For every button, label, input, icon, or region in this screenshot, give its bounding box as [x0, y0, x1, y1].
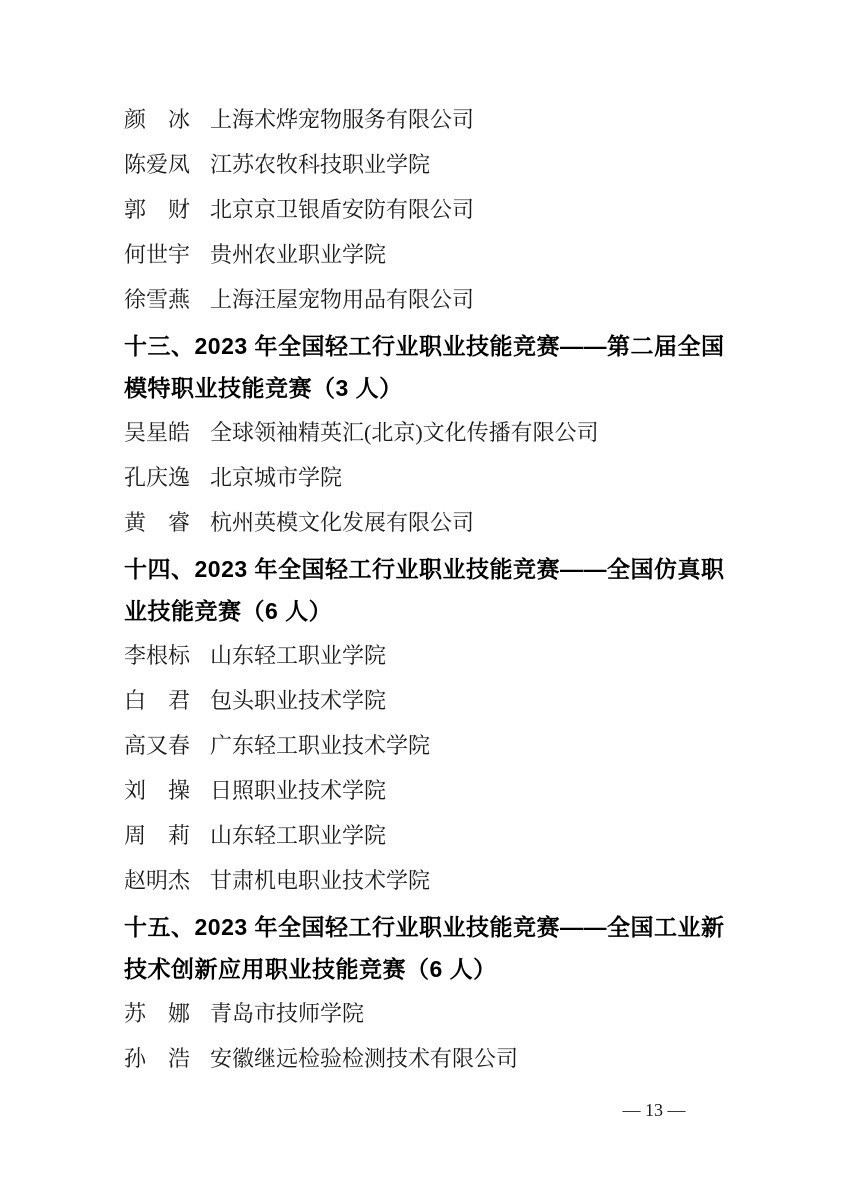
entry-organization: 贵州农业职业学院 — [210, 242, 387, 267]
entry-row — [124, 722, 737, 767]
entry-row — [124, 231, 737, 276]
entry-name: 高又春 — [124, 733, 191, 758]
entry-row — [124, 96, 737, 141]
entry-row — [124, 857, 737, 902]
entry-organization: 日照职业技术学院 — [210, 778, 387, 803]
entry-name: 孙 浩 — [124, 1046, 191, 1071]
entry-name: 苏 娜 — [124, 1001, 191, 1026]
entry-name: 颜 冰 — [124, 107, 191, 132]
entry-organization: 甘肃机电职业技术学院 — [210, 868, 431, 893]
entry-organization: 包头职业技术学院 — [210, 688, 387, 713]
entry-organization: 上海术烨宠物服务有限公司 — [210, 107, 475, 132]
entry-name: 吴星皓 — [124, 420, 191, 445]
entry-name: 何世宇 — [124, 242, 191, 267]
entry-row — [124, 812, 737, 857]
entry-name: 孔庆逸 — [124, 465, 191, 490]
entry-organization: 全球领袖精英汇(北京)文化传播有限公司 — [210, 420, 599, 445]
entry-row — [124, 677, 737, 722]
entry-organization: 江苏农牧科技职业学院 — [210, 152, 431, 177]
entry-row — [124, 141, 737, 186]
entry-organization: 北京城市学院 — [210, 465, 343, 490]
entry-name: 周 莉 — [124, 823, 191, 848]
entry-section — [124, 325, 737, 544]
section-heading: 十三、2023 年全国轻工行业职业技能竞赛——第二届全国模特职业技能竞赛（3 人） — [124, 333, 725, 401]
entry-name: 黄 睿 — [124, 510, 191, 535]
entry-organization: 杭州英模文化发展有限公司 — [210, 510, 475, 535]
entry-name: 白 君 — [124, 688, 191, 713]
entry-organization: 安徽继远检验检测技术有限公司 — [210, 1046, 519, 1071]
page-number: — 13 — — [622, 1100, 686, 1120]
entry-row — [124, 767, 737, 812]
entry-organization: 上海汪屋宠物用品有限公司 — [210, 287, 475, 312]
entry-row — [124, 186, 737, 231]
entry-section — [124, 548, 737, 902]
entry-name: 陈爱凤 — [124, 152, 191, 177]
entry-section — [124, 906, 737, 1080]
entry-name: 刘 操 — [124, 778, 191, 803]
entry-row — [124, 990, 737, 1035]
entry-row — [124, 454, 737, 499]
entry-organization: 北京京卫银盾安防有限公司 — [210, 197, 475, 222]
entry-name: 赵明杰 — [124, 868, 191, 893]
entry-row — [124, 276, 737, 321]
entry-organization: 青岛市技师学院 — [210, 1001, 365, 1026]
entry-organization: 山东轻工职业学院 — [210, 823, 387, 848]
entry-row — [124, 409, 737, 454]
entry-organization: 广东轻工职业技术学院 — [210, 733, 431, 758]
entry-section — [124, 96, 737, 321]
entry-name: 李根标 — [124, 643, 191, 668]
entry-row — [124, 1035, 737, 1080]
entry-row — [124, 632, 737, 677]
section-heading: 十四、2023 年全国轻工行业职业技能竞赛——全国仿真职业技能竞赛（6 人） — [124, 556, 725, 624]
page-footer — [0, 1100, 848, 1121]
section-heading: 十五、2023 年全国轻工行业职业技能竞赛——全国工业新技术创新应用职业技能竞赛（6 人） — [124, 914, 725, 982]
entry-name: 郭 财 — [124, 197, 191, 222]
entry-organization: 山东轻工职业学院 — [210, 643, 387, 668]
entry-row — [124, 499, 737, 544]
entry-name: 徐雪燕 — [124, 287, 191, 312]
